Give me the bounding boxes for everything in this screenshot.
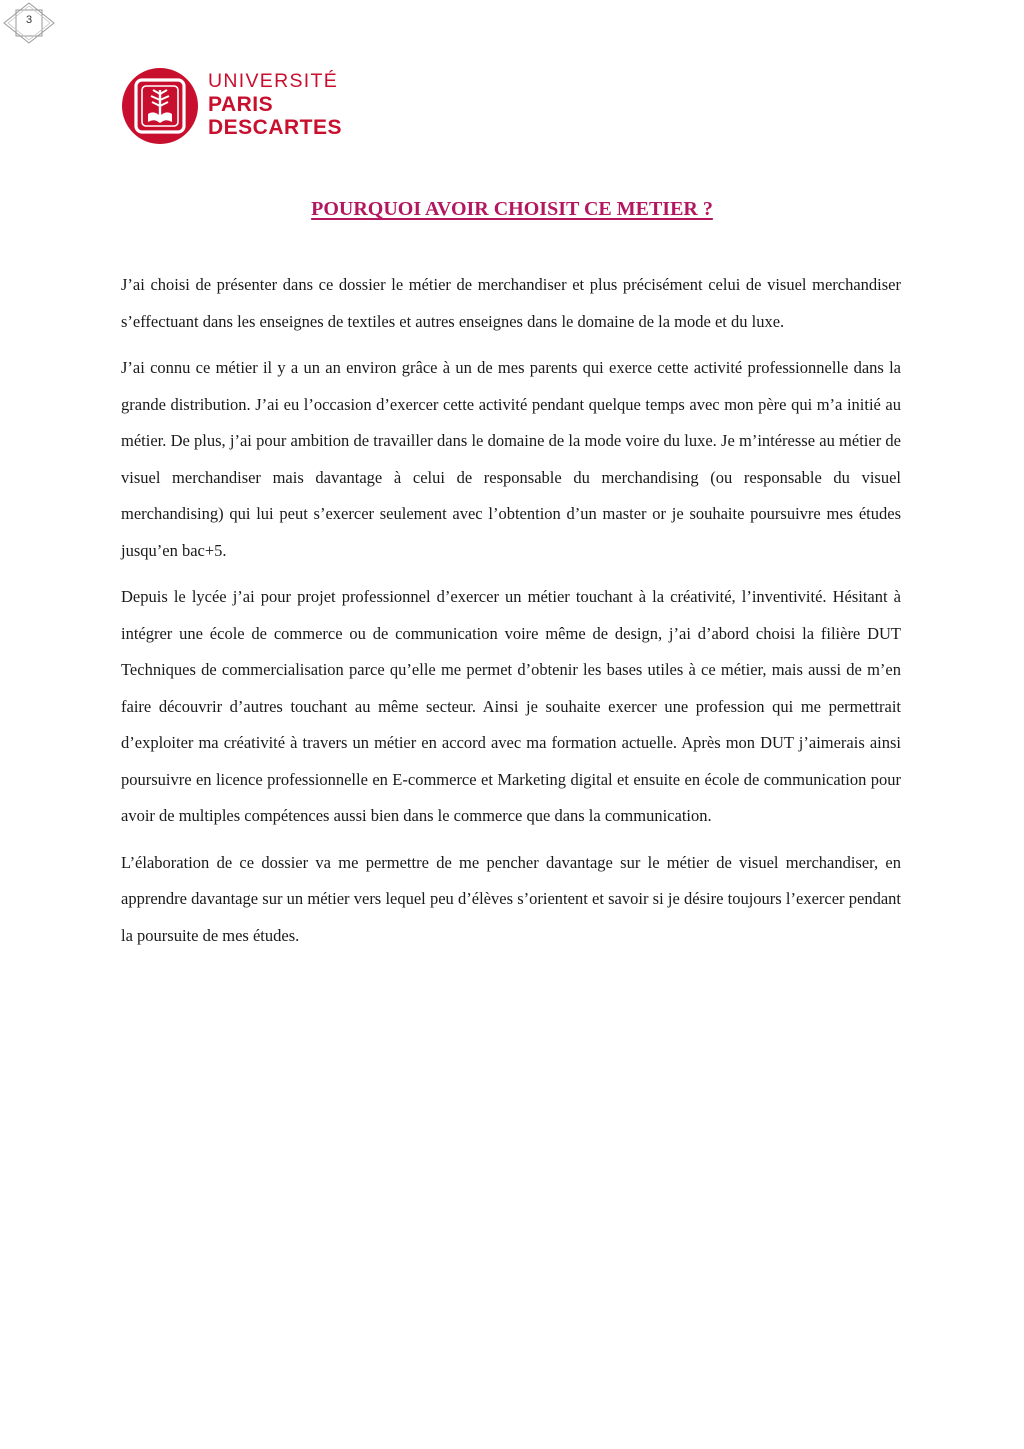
logo-line-universite: UNIVERSITÉ <box>208 70 339 92</box>
document-body <box>121 267 901 964</box>
page-number-badge <box>2 2 56 44</box>
paragraph: J’ai choisi de présenter dans ce dossier le métier de merchandiser et plus précisément celui de visuel merchandiser s’effectuant dans les enseignes de textiles et autres enseignes dans le domaine de la mode et du luxe. <box>121 275 901 331</box>
paragraph: Depuis le lycée j’ai pour projet professionnel d’exercer un métier touchant à la créativité, l’inventivité. Hésitant à intégrer une école de commerce ou de communication voire même de design, j’ai d’abord choisi la filière DUT Techniques de commercialisation parce qu’elle me permet d’obtenir les bases utiles à ce métier, mais aussi de m’en faire découvrir d’autres touchant au même secteur. Ainsi je souhaite exercer une profession qui me permettrait d’exploiter ma créativité à travers un métier en accord avec ma formation actuelle. Après mon DUT j’aimerais ainsi poursuivre en licence professionnelle en E-commerce et Marketing digital et ensuite en école de communication pour avoir de multiples compétences aussi bien dans le commerce que dans la communication. <box>121 587 901 825</box>
logo-line-descartes: DESCARTES <box>208 115 343 139</box>
page-title: POURQUOI AVOIR CHOISIT CE METIER ? <box>311 198 713 220</box>
paragraph: L’élaboration de ce dossier va me permettre de me pencher davantage sur le métier de visuel merchandiser, en apprendre davantage sur un métier vers lequel peu d’élèves s’orientent et savoir si je désire toujours l’exercer pendant la poursuite de mes études. <box>121 852 901 945</box>
university-emblem-icon <box>120 66 200 146</box>
logo-wordmark <box>208 66 368 138</box>
logo-line-paris: PARIS <box>208 92 274 116</box>
paragraph: J’ai connu ce métier il y a un an environ grâce à un de mes parents qui exerce cette activité professionnelle dans la grande distribution. J’ai eu l’occasion d’exercer cette activité pendant quelque temps avec mon père qui m’a initié au métier. De plus, j’ai pour ambition de travailler dans le domaine de la mode voire du luxe. Je m’intéresse au métier de visuel merchandiser mais davantage à celui de responsable du merchandising (ou responsable du visuel merchandising) qui lui peut s’exercer seulement avec l’obtention d’un master or je souhaite poursuivre mes études jusqu’en bac+5. <box>121 358 901 560</box>
page-number: 3 <box>25 14 33 26</box>
university-logo <box>120 66 360 146</box>
